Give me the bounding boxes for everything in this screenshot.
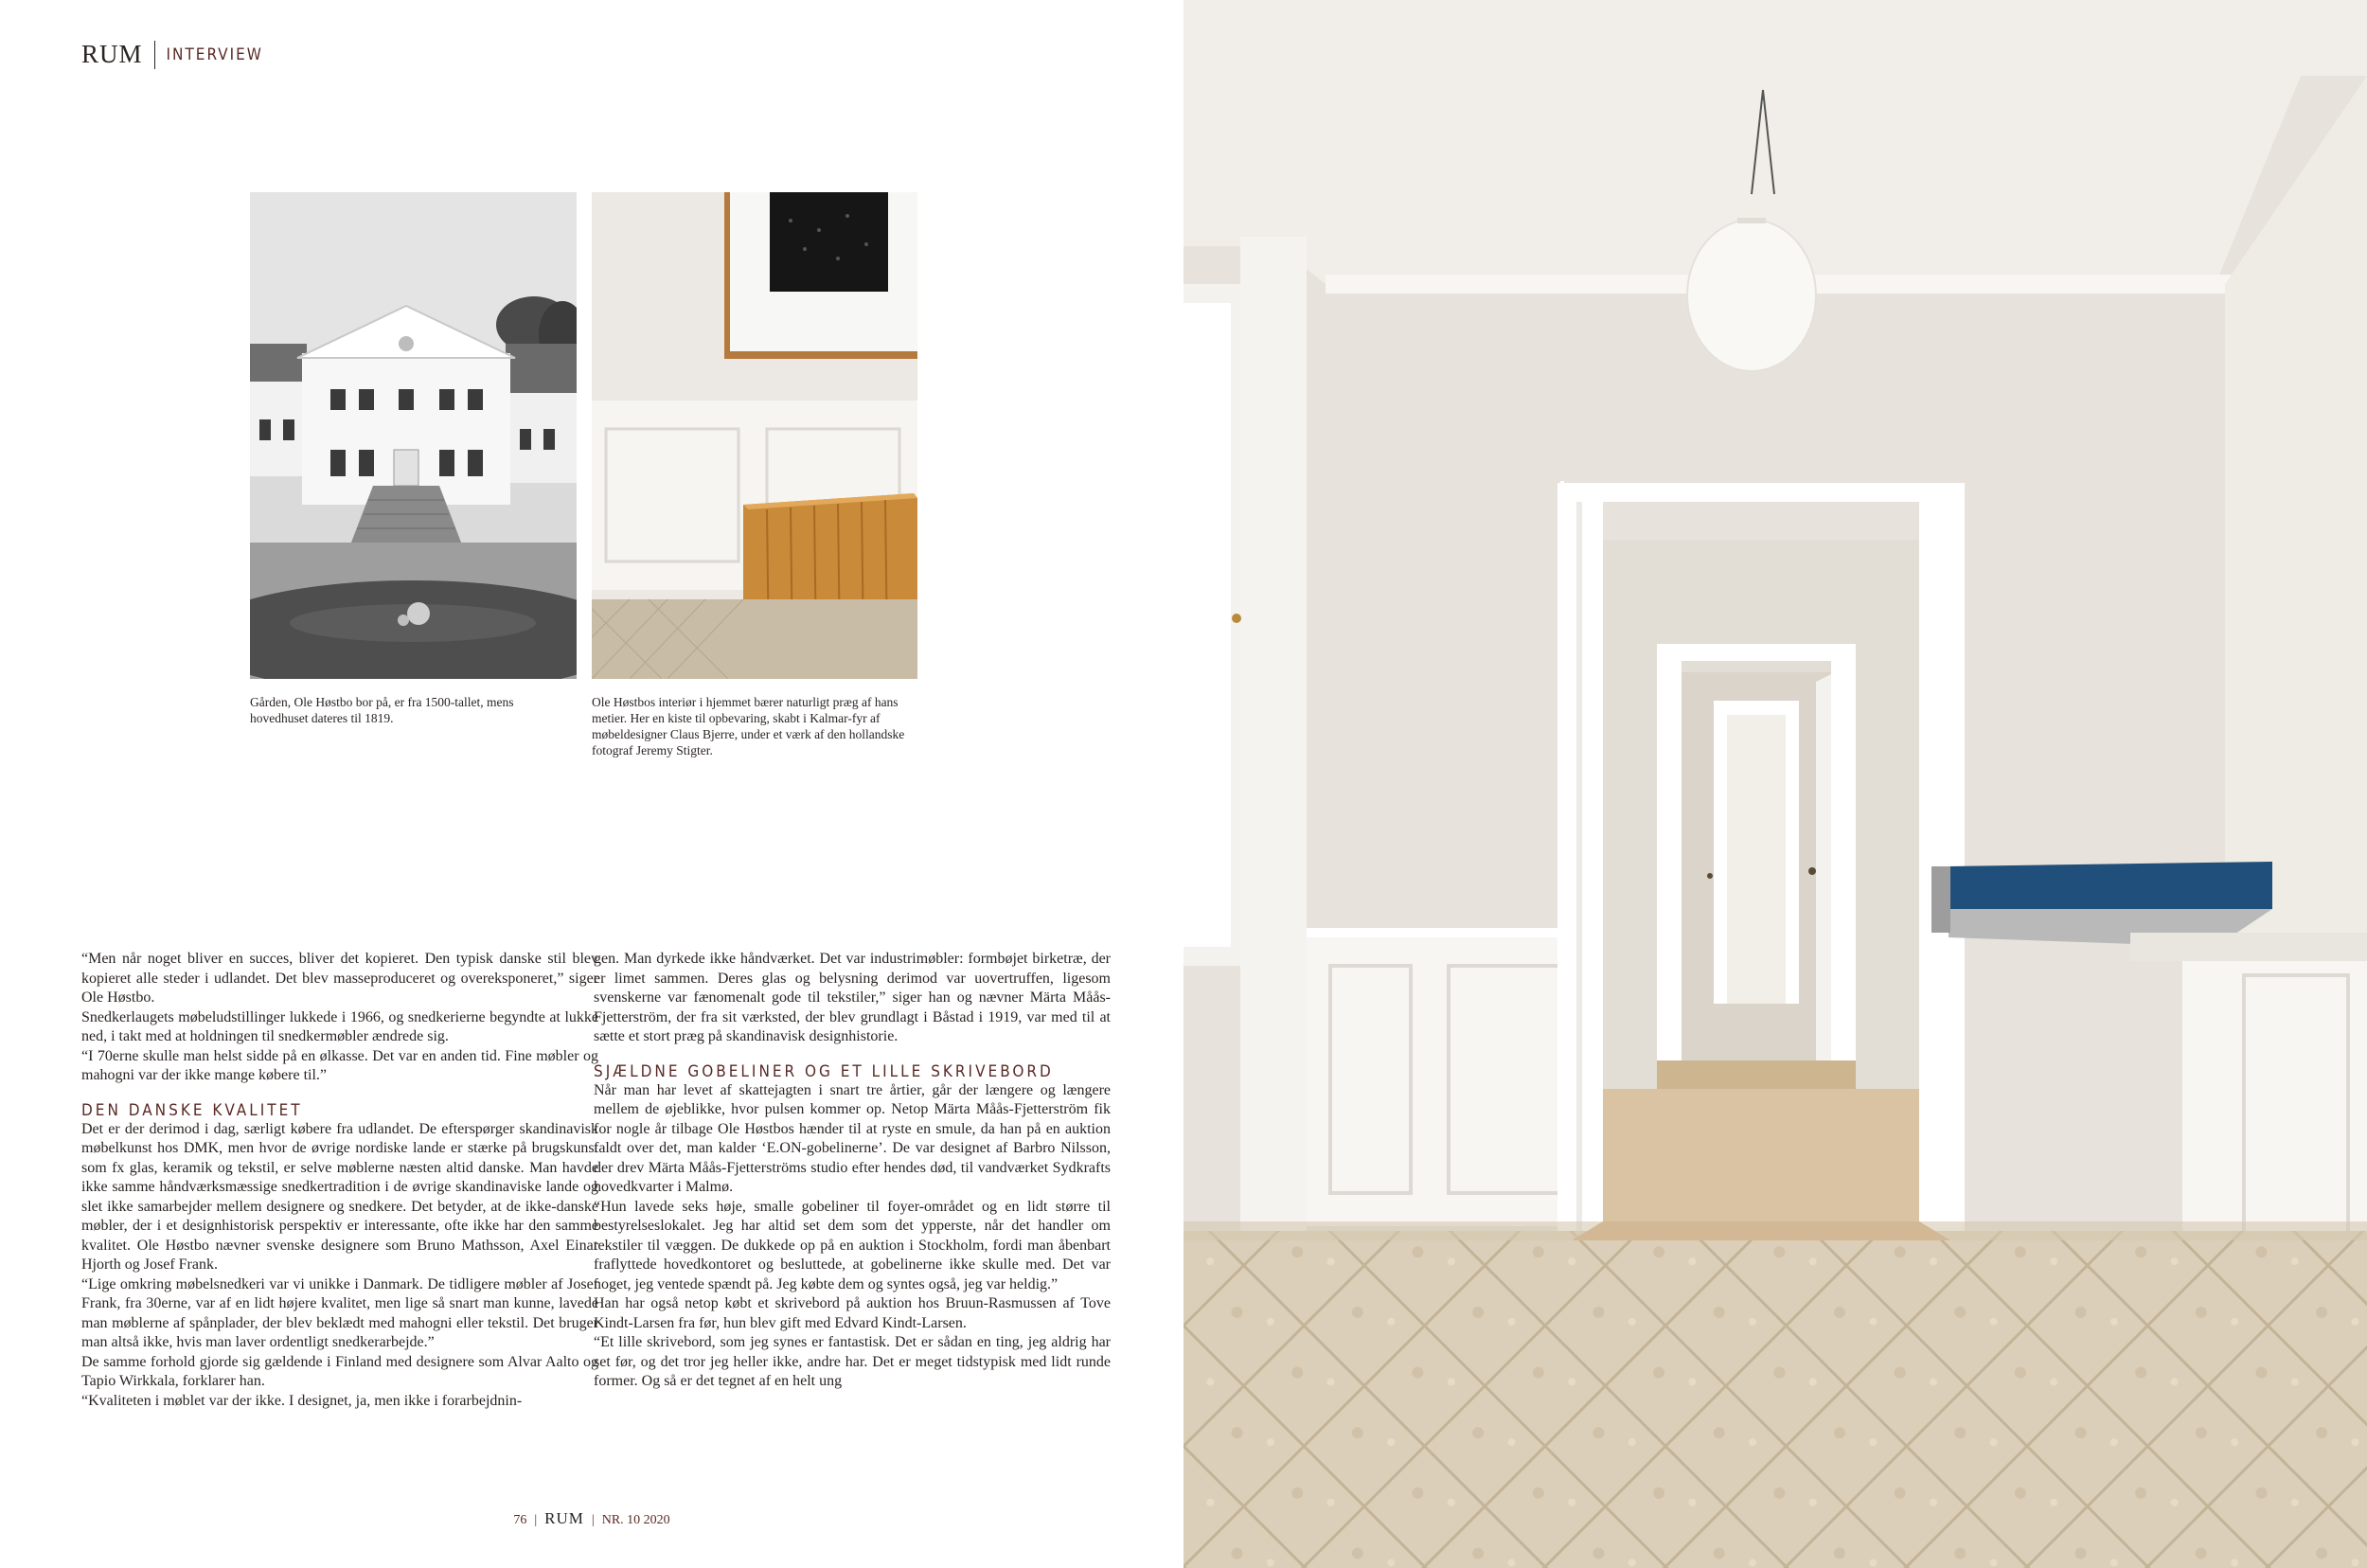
paragraph: “I 70erne skulle man helst sidde på en ølkasse. Det var en anden tid. Fine møbler og mahogni var der ikke mange købere til.”	[81, 1047, 598, 1083]
interior-chest-photo	[592, 192, 917, 679]
paragraph: De samme forhold gjorde sig gældende i Finland med designere som Alvar Aalto og Tapio Wirkkala, forklarer han.	[81, 1353, 598, 1389]
paragraph: Han har også netop købt et skrivebord på auktion hos Bruun-Rasmussen af Tove Kindt-Larsen fra før, hun blev gift med Edvard Kindt-Larsen.	[594, 1295, 1111, 1331]
manor-house-image	[250, 192, 577, 679]
page-number: 76	[513, 1513, 527, 1527]
hallway-photo	[1184, 0, 2367, 1568]
running-head	[81, 40, 263, 69]
paragraph: “Kvaliteten i møblet var der ikke. I designet, ja, men ikke i forarbejdnin-	[81, 1392, 523, 1409]
folio-magazine: RUM	[544, 1509, 584, 1527]
interior-chest-image	[592, 192, 917, 679]
paragraph: “Hun lavede seks høje, smalle gobeliner til foyer-området og en lidt større til bestyrelseslokalet. Jeg har altid set dem som det ypperste, når det handler om tekstiler til væggen. De dukkede op på en auktion i Stockholm, fordi man åbenbart fraflyttede hovedkontoret og besluttede, at gobelinerne ikke skulle med. Det var noget, jeg ventede spændt på. Jeg købte dem og syntes også, jeg var heldig.”	[594, 1198, 1111, 1292]
interior-chest-caption: Ole Høstbos interiør i hjemmet bærer naturligt præg af hans metier. Her en kiste til opbevaring, skabt i Kalmar-fyr af møbeldesigner Claus Bjerre, under et værk af den hollandske fotograf Jeremy Stigter.	[592, 695, 905, 757]
folio: 76 | RUM | NR. 10 2020	[513, 1509, 670, 1527]
paragraph: Snedkerlaugets møbeludstillinger lukkede i 1966, og snedkerierne begyndte at lukke ned, i takt med at holdningen til snedkermøbler ændrede sig.	[81, 1008, 598, 1044]
subheading: SJÆLDNE GOBELINER OG ET LILLE SKRIVEBORD	[594, 1061, 1054, 1081]
body-column-1	[81, 950, 598, 1411]
paragraph: Når man har levet af skattejagten i snart tre årtier, går der længere og længere mellem de øjeblikke, hvor pulsen kommer op. Netop Märta Måås-Fjetterström fik for nogle år tilbage Ole Høstbos hænder til at ryste en smule, da han på en auktion faldt over det, man kalder ‘E.ON-gobelinerne’. De var designet af Barbro Nilsson, der drev Märta Måås-Fjetterströms studio efter hendes død, til vandværket Sydkrafts hovedkvarter i Malmø.	[594, 1081, 1111, 1195]
paragraph: “Et lille skrivebord, som jeg synes er fantastisk. Det er sådan en ting, jeg aldrig har set før, og det tror jeg heller ikke, andre har. Det er meget tidstypisk med lidt runde former. Og så er det tegnet af en helt ung	[594, 1334, 1111, 1389]
running-head-magazine: RUM	[81, 40, 143, 68]
running-head-divider	[154, 41, 155, 69]
running-head-section: INTERVIEW	[166, 45, 263, 64]
paragraph: “Men når noget bliver en succes, bliver det kopieret. Den typisk danske stil blev kopieret alle steder i udlandet. Det blev masseproduceret og overeksponeret,” siger Ole Høstbo.	[81, 951, 598, 1006]
body-column-2	[594, 950, 1111, 1392]
manor-house-caption: Gården, Ole Høstbo bor på, er fra 1500-tallet, mens hovedhuset dateres til 1819.	[250, 695, 514, 725]
manor-house-photo	[250, 192, 577, 679]
hallway-enfilade-image	[1184, 0, 2367, 1568]
issue-number: NR. 10 2020	[601, 1513, 670, 1527]
paragraph: gen. Man dyrkede ikke håndværket. Det var industrimøbler: formbøjet birketræ, der er limet sammen. Deres glas og belysning derimod var uovertruffen, ligesom svenskerne var fænomenalt gode til tekstiler,” siger han og nævner Märta Måås-Fjetterström, der fra sit værksted, der blev grundlagt i Båstad i 1919, var med til at sætte et stort præg på skandinavisk designhistorie.	[594, 951, 1111, 1044]
paragraph: “Lige omkring møbelsnedkeri var vi unikke i Danmark. De tidligere møbler af Josef Frank, fra 30erne, var af en lidt højere kvalitet, men lige så snart man kunne, lavede man møblerne af spånplader, der blev beklædt med mahogni eller tekstil. Det bruger man altså ikke, hvis man laver ordentligt snedkerarbejde.”	[81, 1275, 598, 1350]
subheading: DEN DANSKE KVALITET	[81, 1100, 303, 1120]
paragraph: Det er der derimod i dag, særligt købere fra udlandet. De efterspørger skandinavisk møbelkunst hos DMK, men hvor de øvrige nordiske lande er stærke på brugskunst som fx glas, keramik og tekstil, er selve møblerne næsten altid danske. Man havde ikke samme håndværksmæssige snedkertradition i de øvrige skandinaviske lande og slet ikke samarbejder mellem designere og snedkere. Det betyder, at de ikke-danske møbler, der i et designhistorisk perspektiv er interessante, ofte ikke har den samme kvalitet. Ole Høstbo nævner svenske designere som Bruno Mathsson, Axel Einar Hjorth og Josef Frank.	[81, 1120, 598, 1273]
